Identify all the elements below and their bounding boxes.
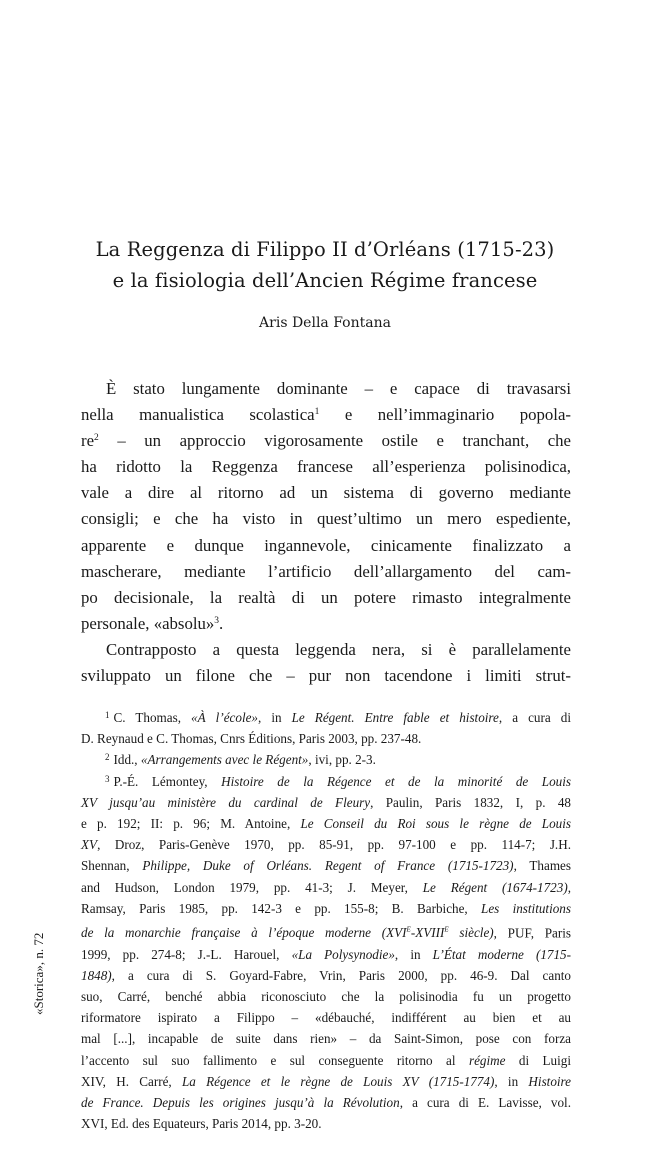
text-run: Philippe, Duke of Orléans. Regent of France (1715-1723)	[142, 858, 514, 874]
text-run: de France. Depuis les origines jusqu’à la Révolution	[81, 1095, 400, 1111]
text-run: , Thames	[513, 858, 571, 874]
text-run: nella manualistica scolastica	[81, 405, 315, 425]
text-run: , in	[258, 710, 292, 725]
body-line	[81, 611, 571, 637]
article-title	[0, 234, 650, 296]
text-run: XV	[81, 837, 98, 853]
text-run: 1848)	[81, 967, 112, 983]
journal-running-label: «Storica», n. 72	[31, 932, 46, 1015]
footnote-line	[81, 792, 571, 813]
text-run: XV jusqu’au ministère du cardinal de Fleury	[81, 794, 371, 810]
body-line	[81, 402, 571, 428]
text-run: C. Thomas,	[113, 710, 192, 725]
text-run: re	[81, 431, 95, 451]
text-run: , Droz, Paris-Genève 1970, pp. 85-91, pp. 97-100 e pp. 114-7; J.H.	[97, 837, 571, 853]
footnote-number: 1	[105, 710, 110, 720]
text-run: .	[219, 613, 224, 633]
footnote-line	[81, 771, 571, 792]
body-line: po decisionale, la realtà di un potere rimasto integralmente	[81, 587, 571, 607]
footnote-3	[81, 771, 571, 1135]
text-run: l’accento sul suo fallimento e sul conseguente ritorno al	[81, 1052, 469, 1068]
title-line-2: e la fisiologia dell’Ancien Régime francese	[112, 269, 538, 292]
text-run: «À l’école»	[191, 710, 258, 725]
text-run: – un approccio vigorosamente ostile e tranchant, che	[98, 431, 571, 451]
footnote-line	[81, 919, 571, 944]
text-run: 1999, pp. 274-8; J.-L. Harouel,	[81, 946, 292, 962]
text-run	[81, 925, 494, 940]
text-run: and Hudson, London 1979, pp. 41-3; J. Meyer,	[81, 879, 423, 895]
text-run: , a cura di E. Lavisse, vol.	[399, 1095, 571, 1111]
text-run: personale, «absolu»	[81, 613, 215, 633]
text-run: XIV, H. Carré,	[81, 1073, 182, 1089]
footnote-line	[81, 965, 571, 986]
text-run: «Arrangements avec le Régent»	[140, 752, 309, 768]
footnote-ref-2[interactable]: 2	[94, 433, 99, 444]
text-run: ,	[567, 879, 571, 895]
text-run: -XVIII	[410, 925, 445, 941]
footnote-line: D. Reynaud e C. Thomas, Cnrs Éditions, Paris 2003, pp. 237-48.	[81, 731, 422, 747]
footnote-line	[81, 1092, 571, 1113]
text-run: «La Polysynodie»	[291, 946, 395, 962]
body-line	[81, 376, 571, 402]
footnote-ref-1[interactable]: 1	[314, 407, 320, 418]
text-run: e nell’immaginario popola-	[319, 405, 571, 425]
footnote-line	[81, 1050, 571, 1071]
body-text	[81, 376, 571, 689]
text-run: di Luigi	[505, 1052, 571, 1068]
text-run: siècle)	[448, 925, 494, 941]
footnotes	[81, 707, 571, 1134]
footnote-line	[81, 877, 571, 898]
superscript: e	[406, 924, 411, 936]
footnote-2	[81, 749, 571, 770]
text-run: Histoire	[528, 1073, 572, 1089]
text-run: Histoire de la Régence et de la minorité de Louis	[221, 773, 571, 789]
text-run: , a cura di S. Goyard-Fabre, Vrin, Paris 2000, pp. 46-9. Dal canto	[111, 967, 571, 983]
paragraph-2	[81, 637, 571, 689]
text-run: L’État moderne (1715-	[432, 946, 571, 962]
text-run: Idd.,	[113, 752, 141, 768]
footnote-line: riformatore ispirato a Filippo – «débauché, indifférent au bien et au	[81, 1010, 571, 1026]
superscript: e	[444, 924, 449, 936]
text-run: , Paulin, Paris 1832, I, p. 48	[370, 794, 571, 810]
body-line: sviluppato un filone che – pur non tacendone i limiti strut-	[81, 666, 571, 686]
body-line: vale a dire al ritorno ad un sistema di governo mediante	[81, 483, 571, 503]
body-line: apparente e dunque ingannevole, cinicamente finalizzato a	[81, 535, 571, 555]
text-run: e p. 192; II: p. 96; M. Antoine,	[81, 816, 301, 832]
text-run: Le Conseil du Roi sous le règne de Louis	[300, 816, 571, 832]
footnote-line	[81, 855, 571, 876]
text-run: , ivi, pp. 2-3.	[308, 752, 376, 768]
body-line	[81, 428, 571, 454]
footnote-line	[81, 834, 571, 855]
text-run: régime	[468, 1052, 506, 1068]
text-run: Le Régent. Entre fable et histoire	[291, 710, 499, 725]
text-run: Le Régent (1674-1723)	[422, 879, 568, 895]
footnote-number: 2	[105, 752, 110, 763]
body-line: Contrapposto a questa leggenda nera, si è parallelamente	[106, 639, 571, 659]
footnote-line	[81, 1071, 571, 1092]
footnote-ref-3[interactable]: 3	[214, 615, 220, 626]
footnote-line	[81, 813, 571, 834]
title-line-1: La Reggenza di Filippo II d’Orléans (1715-23)	[95, 238, 555, 261]
text-run: , a cura di	[498, 710, 571, 725]
body-line: mascherare, mediante l’artificio dell’allargamento del cam-	[81, 561, 571, 581]
text-run: , PUF, Paris	[493, 925, 571, 941]
footnote-line: mal [...], incapable de suite dans rien» – da Saint-Simon, pose con forza	[81, 1031, 571, 1047]
text-run: de la monarchie française à l’époque moderne (XVI	[81, 925, 407, 941]
text-run: Les institutions	[481, 900, 571, 916]
body-line: ha ridotto la Reggenza francese all’esperienza polisinodica,	[81, 457, 571, 477]
body-line: consigli; e che ha visto in quest’ultimo un mero espediente,	[81, 509, 571, 529]
text-run: , in	[394, 946, 433, 962]
paragraph-1	[81, 376, 571, 637]
footnote-line: XVI, Ed. des Equateurs, Paris 2014, pp. 3-20.	[81, 1116, 322, 1132]
footnote-line	[81, 749, 571, 770]
text-run: P.-É. Lémontey,	[113, 773, 222, 789]
footnote-line	[81, 898, 571, 919]
footnote-line	[81, 944, 571, 965]
text-run: La Régence et le règne de Louis XV (1715-1774)	[181, 1073, 495, 1089]
text-run: Shennan,	[81, 858, 143, 874]
footnote-line	[81, 707, 571, 728]
footnote-number: 3	[105, 773, 110, 784]
footnote-line: suo, Carré, benché abbia riconosciuto che la polisinodia fu un progetto	[81, 989, 571, 1005]
author-name: Aris Della Fontana	[259, 315, 391, 331]
footnote-1	[81, 707, 571, 749]
text-run: È stato lungamente dominante – e capace di travasarsi	[106, 379, 571, 398]
text-run: , in	[494, 1073, 529, 1089]
text-run: Ramsay, Paris 1985, pp. 142-3 e pp. 155-8; B. Barbiche,	[81, 900, 482, 916]
